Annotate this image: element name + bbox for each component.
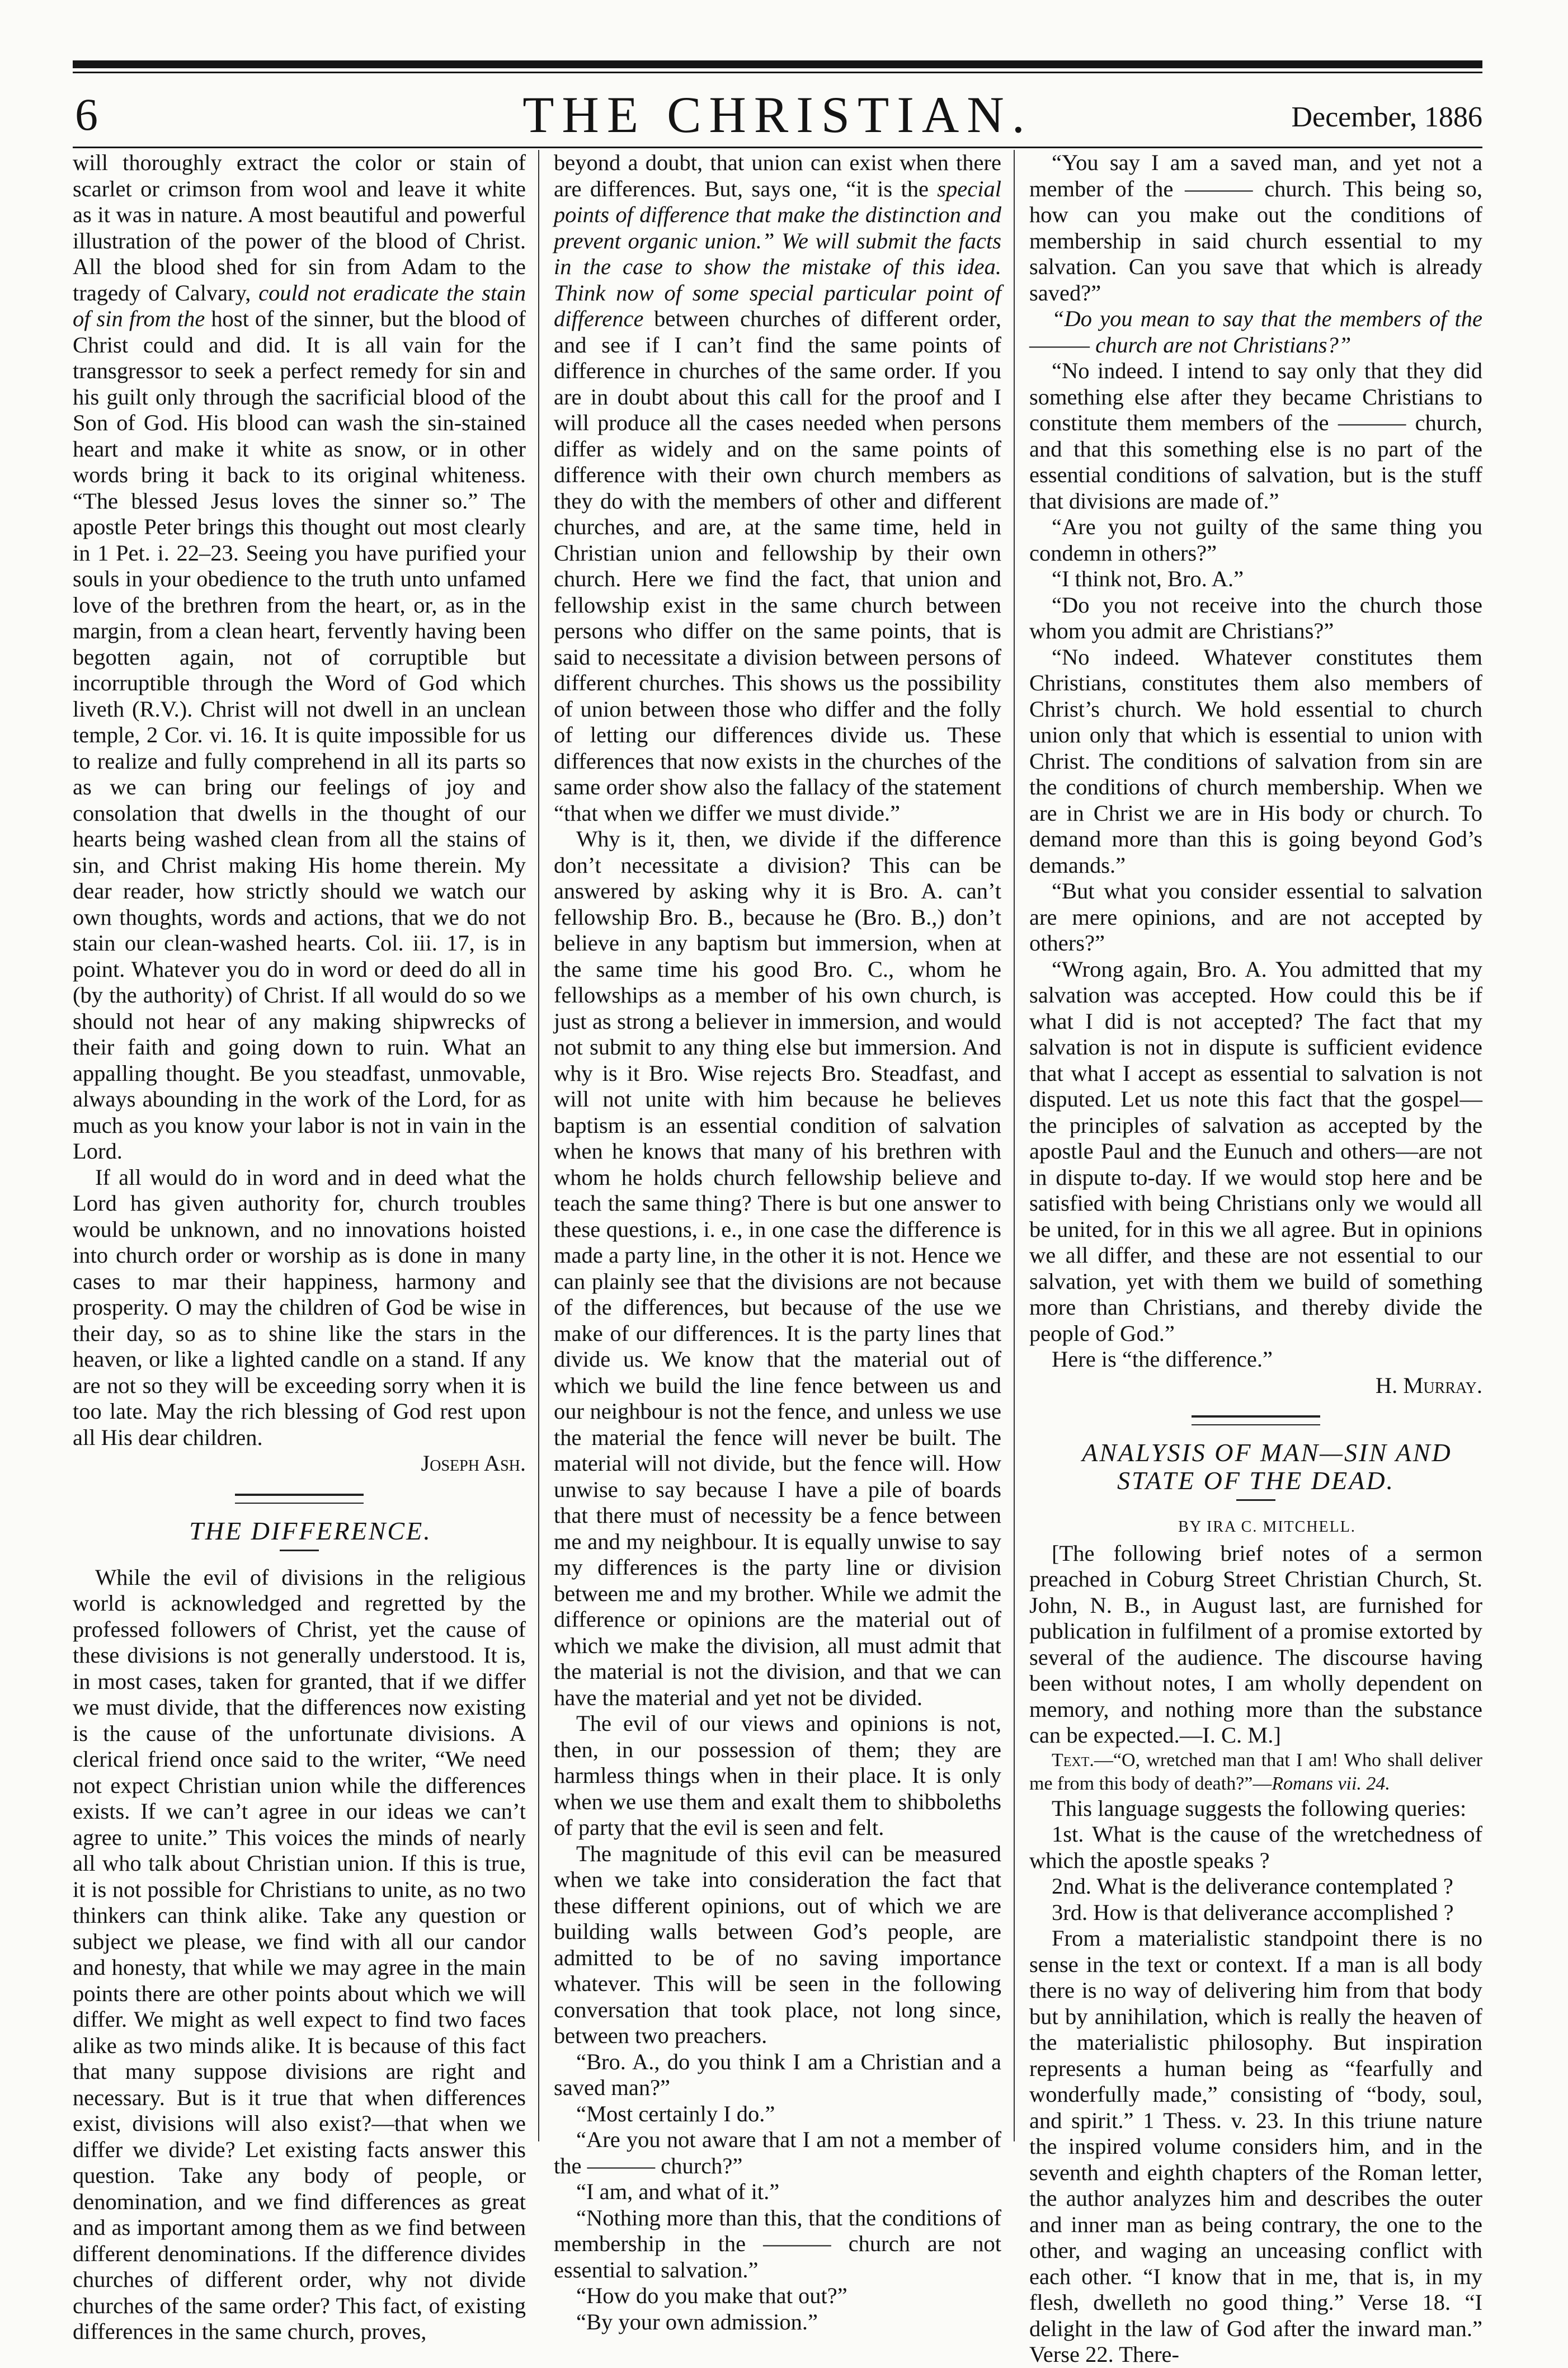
article-byline: BY IRA C. MITCHELL. <box>1178 1518 1356 1536</box>
masthead-rule <box>73 147 1482 148</box>
dialogue-line: “No indeed. I intend to say only that they did something else after they became Christians to constitute them members of the ——— church, and that this something else is no part of the essential conditions of salvation, but is the stuff that divisions are made of.” <box>1029 358 1482 514</box>
page-number: 6 <box>75 89 98 140</box>
query-item: 2nd. What is the deliverance contemplated ? <box>1052 1873 1453 1899</box>
dialogue-line: “Do you mean to say that the members of the ——— church are not Christians?” <box>1029 306 1482 357</box>
column-divider-2 <box>1014 150 1015 2141</box>
article-paragraph: The magnitude of this evil can be measured when we take into consideration the fact that these different opinions, out of which we are building walls between God’s people, are admitted to be of no saving importance whatever. This will be seen in the following conversation that took place, not long since, between two preachers. <box>554 1840 1001 2048</box>
heading-rule <box>1236 1499 1275 1501</box>
column-divider-1 <box>538 150 539 2141</box>
section-separator <box>235 1494 364 1504</box>
article-paragraph: This language suggests the following queries: <box>1052 1795 1467 1821</box>
dialogue-line: “By your own admission.” <box>576 2309 818 2334</box>
article-paragraph: The evil of our views and opinions is not, then, in our possession of them; they are harmless things when in their place. It is only when we use them and exalt them to shibboleths of party that the evil is seen and felt. <box>554 1711 1001 1840</box>
column-3 <box>1029 150 1482 2367</box>
editorial-note: [The following brief notes of a sermon preached in Coburg Street Christian Church, St. John, N. B., in August last, are furnished for publication in fulfilment of a promise extorted by several of the audience. The discourse having been without notes, I am wholly dependent on memory, and nothing more than the substance can be expected.—I. C. M.] <box>1029 1540 1482 1748</box>
section-separator <box>1192 1415 1320 1425</box>
issue-date: December, 1886 <box>1291 101 1482 133</box>
heading-rule <box>280 1550 319 1551</box>
dialogue-line: “Are you not guilty of the same thing you condemn in others?” <box>1029 514 1482 566</box>
article-paragraph: From a materialistic standpoint there is no sense in the text or context. If a man is all body there is no way of delivering him from that body but by annihilation, which is really the heaven of the materialistic philosophy. But inspiration represents a human being as “fearfully and wonderfully made,” consisting of “body, soul, and spirit.” 1 Thess. v. 23. In this triune nature the inspired volume considers him, and in the seventh and eighth chapters of the Roman letter, the author analyzes him and describes the outer and inner man as being contrary, the one to the other, and waging an unceasing conflict with each other. “I know that in me, that is, in my flesh, dwelleth no good thing.” Verse 18. “I delight in the law of God after the inward man.” Verse 22. There- <box>1029 1926 1482 2367</box>
article-heading: ANALYSIS OF MAN—SIN AND STATE OF THE DEAD. <box>1082 1438 1452 1495</box>
top-rule-thick <box>73 60 1482 68</box>
dialogue-line: “Do you not receive into the church those whom you admit are Christians?” <box>1029 592 1482 643</box>
dialogue-line: “Nothing more than this, that the conditions of membership in the ——— church are not essential to salvation.” <box>554 2205 1001 2282</box>
masthead <box>73 84 1482 145</box>
dialogue-line: “Bro. A., do you think I am a Christian and a saved man?” <box>554 2049 1001 2100</box>
author-signature: H. Murray. <box>1375 1372 1482 1398</box>
sermon-text: Text.—“O, wretched man that I am! Who shall deliver me from this body of death?”—Romans vii. 24. <box>1029 1749 1482 1794</box>
dialogue-line: “How do you make that out?” <box>576 2283 847 2308</box>
article-paragraph: If all would do in word and in deed what the Lord has given authority for, church troubles would be unknown, and no innovations hoisted into church order or worship as is done in many cases to mar their happiness, harmony and prosperity. O may the children of God be wise in their day, so as to shine like the stars in the heaven, or like a lighted candle on a stand. If any are not so they will be exceeding sorry when it is too late. May the rich blessing of God rest upon all His dear children. <box>73 1164 526 1450</box>
article-paragraph: Why is it, then, we divide if the difference don’t necessitate a division? This can be answered by asking why it is Bro. A. can’t fellowship Bro. B., because he (Bro. B.,) don’t believe in any baptism but immersion, when at the same time his good Bro. C., whom he fellowships as a member of his own church, is just as strong a believer in immersion, and would not submit to any thing else but immersion. And why is it Bro. Wise rejects Bro. Steadfast, and will not unite with him because he believes baptism is an essential condition of salvation when he knows that many of his brethren with whom he holds church fellowship believe and teach the same thing? There is but one answer to these questions, i. e., in one case the difference is made a party line, in the other it is not. Hence we can plainly see that the divisions are not because of the differences, but because of the use we make of our differences. It is the party lines that divide us. We know that the material out of which we build the line fence between us and our neighbour is not the fence, and unless we use the material the fence will never be built. The material will not divide, but the fence will. How unwise to say because I have a pile of boards that there must of necessity be a fence between me and my neighbour. It is equally unwise to say my differences is the party line or division between me and my brother. While we admit the difference or opinions are the material out of which we make the division, all must admit that the material is not the division, and that we can have the material and yet not be divided. <box>554 826 1001 1710</box>
newspaper-title: THE CHRISTIAN. <box>522 86 1033 143</box>
dialogue-line: “Wrong again, Bro. A. You admitted that my salvation was accepted. How could this be if what I did is not accepted? The fact that my salvation is not in dispute is sufficient evidence that what I accept as essential to salvation is not disputed. Let us note this fact that the gospel—the principles of salvation as accepted by the apostle Paul and the Eunuch and others—are not in dispute to-day. If we would stop here and be satisfied with being Christians only we would all be united, for in this we all agree. But in opinions we all differ, and these are not essential to our salvation, yet with them we build of something more than Christians, and thereby divide the people of God.” <box>1029 956 1482 1346</box>
article-paragraph: While the evil of divisions in the religious world is acknowledged and regretted by the professed followers of Christ, yet the cause of these divisions is not generally understood. It is, in most cases, taken for granted, that if we differ we must divide, that the differences now existing is the cause of the unfortunate divisions. A clerical friend once said to the writer, “We need not expect Christian union while the differences exists. If we can’t agree in our ideas we can’t agree to unite.” This voices the minds of nearly all who talk about Christian union. If this is true, it is not possible for Christians to unite, as no two thinkers can think alike. Take any question or subject we please, we find with all our candor and honesty, that while we may agree in the main points there are other points about which we will differ. We might as well expect to find two faces alike as two minds alike. It is because of this fact that many suppose divisions are right and necessary. But is it true that when differences exist, divisions will also exist?—that when we differ we divide? Let existing facts answer this question. Take any body of people, or denomination, and we find differences as great and as important among them as we find between different denominations. If the difference divides churches of different order, why not divide churches of the same order? This fact, of existing differences in the same church, proves, <box>73 1564 526 2344</box>
article-paragraph: will thoroughly extract the color or stain of scarlet or crimson from wool and leave it white as it was in nature. A most beautiful and powerful illustration of the power of the blood of Christ. All the blood shed for sin from Adam to the tragedy of Calvary, could not eradicate the stain of sin from the host of the sinner, but the blood of Christ could and did. It is all vain for the transgressor to seek a perfect remedy for sin and his guilt only through the sacrificial blood of the Son of God. His blood can wash the sin-stained heart and make it white as snow, or in other words bring it back to its original whiteness. “The blessed Jesus loves the sinner so.” The apostle Peter brings this thought out most clearly in 1 Pet. i. 22–23. Seeing you have purified your souls in your obedience to the truth unto unfamed love of the brethren from the heart, or, as in the margin, from a clean heart, fervently having been begotten again, not of corruptible but incorruptible through the Word of God which liveth (R.V.). Christ will not dwell in an unclean temple, 2 Cor. vi. 16. It is quite impossible for us to realize and fully comprehend in all its parts so as we can bring our feelings of joy and consolation that dwells in the thought of our hearts being washed clean from all the stains of sin, and Christ making His home therein. My dear reader, how strictly should we watch our own thoughts, words and actions, that we do not stain our clean-washed hearts. Col. iii. 17, is in point. Whatever you do in word or deed do all in (by the authority) of Christ. If all would do so we should not hear of any making shipwrecks of their faith and going down to ruin. What an appalling thought. Be you steadfast, unmovable, always abounding in the work of the Lord, for as much as you know your labor is not in vain in the Lord. <box>73 150 526 1164</box>
dialogue-line: “Most certainly I do.” <box>576 2101 775 2126</box>
dialogue-line: “Are you not aware that I am not a member of the ——— church?” <box>554 2127 1001 2178</box>
dialogue-line: “But what you consider essential to salvation are mere opinions, and are not accepted by others?” <box>1029 878 1482 955</box>
column-2 <box>554 150 1002 2334</box>
article-paragraph: Here is “the difference.” <box>1052 1347 1273 1372</box>
dialogue-line: “You say I am a saved man, and yet not a member of the ——— church. This being so, how can you make out the conditions of membership in said church essential to my salvation. Can you save that which is already saved?” <box>1029 150 1482 305</box>
article-heading: THE DIFFERENCE. <box>189 1516 432 1545</box>
dialogue-line: “I think not, Bro. A.” <box>1052 566 1244 591</box>
article-paragraph: beyond a doubt, that union can exist when there are differences. But, says one, “it is the special points of difference that make the distinction and prevent organic union.” We will submit the facts in the case to show the mistake of this idea. Think now of some special particular point of difference between churches of different order, and see if I can’t find the same points of difference in churches of the same order. If you are in doubt about this call for the proof and I will produce all the cases needed when persons differ as widely and on the same points of difference with their own church members as they do with the members of other and different churches, and are, at the same time, held in Christian union and fellowship by their own church. Here we find the fact, that union and fellowship exist in the same church between persons who differ on the same points, that is said to necessitate a division between persons of different churches. This shows us the possibility of union between those who differ and the folly of letting our differences divide us. These differences that now exists in the churches of the same order show also the fallacy of the statement “that when we differ we must divide.” <box>554 150 1002 826</box>
top-rule-thin <box>73 72 1482 73</box>
dialogue-line: “No indeed. Whatever constitutes them Christians, constitutes them also members of Christ’s church. We hold essential to church union only that which is essential to union with Christ. The conditions of salvation from sin are the conditions of church membership. When we are in Christ we are in His body or church. To demand more than this is going beyond God’s demands.” <box>1029 644 1482 878</box>
author-signature: Joseph Ash. <box>421 1451 526 1476</box>
query-item: 3rd. How is that deliverance accomplished ? <box>1052 1899 1454 1925</box>
column-1 <box>73 150 526 2344</box>
dialogue-line: “I am, and what of it.” <box>576 2179 780 2204</box>
query-item: 1st. What is the cause of the wretchedness of which the apostle speaks ? <box>1029 1821 1482 1873</box>
